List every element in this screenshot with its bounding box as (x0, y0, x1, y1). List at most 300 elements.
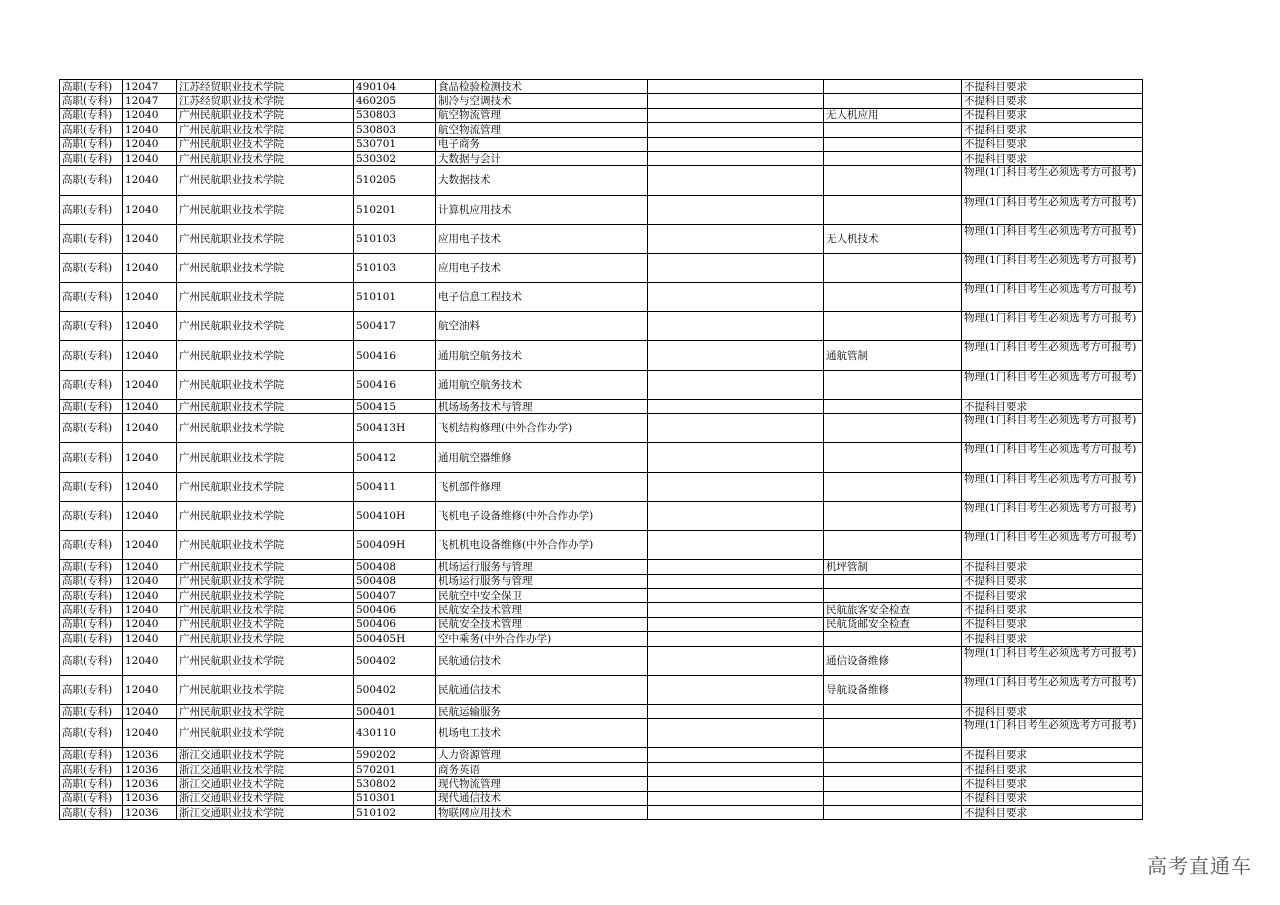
direction-cell (824, 588, 962, 602)
direction-cell (824, 312, 962, 341)
major-name-cell: 应用电子技术 (436, 224, 648, 253)
major-code-cell: 500406 (354, 603, 436, 617)
major-code-cell: 500402 (354, 646, 436, 675)
school-code-cell: 12040 (123, 646, 177, 675)
requirement-cell: 不提科目要求 (962, 806, 1143, 820)
school-code-cell: 12040 (123, 151, 177, 165)
requirement-cell: 物理(1门科目考生必须选考方可报考) (962, 283, 1143, 312)
school-name-cell: 广州民航职业技术学院 (177, 166, 354, 195)
school-code-cell: 12040 (123, 603, 177, 617)
major-code-cell: 510301 (354, 791, 436, 805)
major-code-cell: 510103 (354, 224, 436, 253)
requirement-cell: 不提科目要求 (962, 94, 1143, 108)
school-code-cell: 12040 (123, 443, 177, 472)
major-name-cell: 计算机应用技术 (436, 195, 648, 224)
requirement-cell: 物理(1门科目考生必须选考方可报考) (962, 341, 1143, 370)
level-cell: 高职(专科) (60, 762, 123, 776)
level-cell: 高职(专科) (60, 253, 123, 282)
school-code-cell: 12040 (123, 108, 177, 122)
note-cell (648, 632, 824, 646)
table-row (60, 560, 1143, 574)
requirement-cell: 不提科目要求 (962, 632, 1143, 646)
school-code-cell: 12040 (123, 341, 177, 370)
note-cell (648, 341, 824, 370)
major-name-cell: 民航安全技术管理 (436, 617, 648, 631)
school-code-cell: 12040 (123, 253, 177, 282)
school-name-cell: 广州民航职业技术学院 (177, 530, 354, 559)
subject-requirement-table (59, 79, 1143, 820)
direction-cell (824, 777, 962, 791)
school-code-cell: 12040 (123, 704, 177, 718)
school-name-cell: 浙江交通职业技术学院 (177, 748, 354, 762)
table-row (60, 224, 1143, 253)
major-name-cell: 飞机电子设备维修(中外合作办学) (436, 501, 648, 530)
requirement-cell: 物理(1门科目考生必须选考方可报考) (962, 675, 1143, 704)
major-code-cell: 500412 (354, 443, 436, 472)
major-name-cell: 通用航空航务技术 (436, 341, 648, 370)
requirement-cell: 不提科目要求 (962, 748, 1143, 762)
direction-cell (824, 80, 962, 94)
school-code-cell: 12040 (123, 195, 177, 224)
note-cell (648, 791, 824, 805)
requirement-cell: 不提科目要求 (962, 791, 1143, 805)
requirement-cell: 物理(1门科目考生必须选考方可报考) (962, 166, 1143, 195)
major-name-cell: 空中乘务(中外合作办学) (436, 632, 648, 646)
school-name-cell: 广州民航职业技术学院 (177, 399, 354, 413)
direction-cell (824, 137, 962, 151)
school-code-cell: 12040 (123, 399, 177, 413)
table-row (60, 704, 1143, 718)
requirement-cell: 物理(1门科目考生必须选考方可报考) (962, 312, 1143, 341)
note-cell (648, 675, 824, 704)
major-name-cell: 制冷与空调技术 (436, 94, 648, 108)
table-row (60, 501, 1143, 530)
requirement-cell: 物理(1门科目考生必须选考方可报考) (962, 370, 1143, 399)
school-name-cell: 广州民航职业技术学院 (177, 123, 354, 137)
school-code-cell: 12040 (123, 560, 177, 574)
note-cell (648, 588, 824, 602)
note-cell (648, 777, 824, 791)
major-name-cell: 航空物流管理 (436, 123, 648, 137)
direction-cell: 通航管制 (824, 341, 962, 370)
school-name-cell: 广州民航职业技术学院 (177, 617, 354, 631)
direction-cell (824, 370, 962, 399)
major-name-cell: 物联网应用技术 (436, 806, 648, 820)
major-code-cell: 530803 (354, 123, 436, 137)
requirement-cell: 不提科目要求 (962, 137, 1143, 151)
major-name-cell: 通用航空航务技术 (436, 370, 648, 399)
level-cell: 高职(专科) (60, 341, 123, 370)
major-code-cell: 500405H (354, 632, 436, 646)
major-code-cell: 530701 (354, 137, 436, 151)
requirement-cell: 不提科目要求 (962, 588, 1143, 602)
table-row (60, 108, 1143, 122)
note-cell (648, 704, 824, 718)
table-row (60, 719, 1143, 748)
major-code-cell: 590202 (354, 748, 436, 762)
school-name-cell: 广州民航职业技术学院 (177, 472, 354, 501)
direction-cell (824, 791, 962, 805)
note-cell (648, 166, 824, 195)
major-code-cell: 500407 (354, 588, 436, 602)
level-cell: 高职(专科) (60, 108, 123, 122)
table-row (60, 151, 1143, 165)
major-name-cell: 民航通信技术 (436, 646, 648, 675)
major-code-cell: 500410H (354, 501, 436, 530)
note-cell (648, 283, 824, 312)
school-code-cell: 12040 (123, 530, 177, 559)
major-name-cell: 民航运输服务 (436, 704, 648, 718)
requirement-cell: 不提科目要求 (962, 151, 1143, 165)
school-code-cell: 12040 (123, 632, 177, 646)
table-row (60, 414, 1143, 443)
table-row (60, 443, 1143, 472)
school-name-cell: 广州民航职业技术学院 (177, 501, 354, 530)
school-code-cell: 12036 (123, 791, 177, 805)
table-row (60, 791, 1143, 805)
level-cell: 高职(专科) (60, 80, 123, 94)
school-code-cell: 12040 (123, 414, 177, 443)
major-code-cell: 530803 (354, 108, 436, 122)
major-name-cell: 机场运行服务与管理 (436, 574, 648, 588)
major-code-cell: 500408 (354, 574, 436, 588)
major-code-cell: 490104 (354, 80, 436, 94)
requirement-cell: 不提科目要求 (962, 704, 1143, 718)
note-cell (648, 719, 824, 748)
direction-cell (824, 399, 962, 413)
table-row (60, 574, 1143, 588)
level-cell: 高职(专科) (60, 719, 123, 748)
school-code-cell: 12040 (123, 283, 177, 312)
note-cell (648, 530, 824, 559)
school-name-cell: 广州民航职业技术学院 (177, 588, 354, 602)
table-row (60, 588, 1143, 602)
table-row (60, 399, 1143, 413)
school-code-cell: 12040 (123, 370, 177, 399)
school-name-cell: 广州民航职业技术学院 (177, 414, 354, 443)
direction-cell: 无人机技术 (824, 224, 962, 253)
major-code-cell: 500406 (354, 617, 436, 631)
table-row (60, 806, 1143, 820)
school-name-cell: 广州民航职业技术学院 (177, 443, 354, 472)
school-code-cell: 12036 (123, 762, 177, 776)
watermark-text: 高考直通车 (1147, 854, 1252, 878)
major-code-cell: 500413H (354, 414, 436, 443)
major-code-cell: 460205 (354, 94, 436, 108)
level-cell: 高职(专科) (60, 137, 123, 151)
requirement-cell: 物理(1门科目考生必须选考方可报考) (962, 414, 1143, 443)
school-name-cell: 广州民航职业技术学院 (177, 603, 354, 617)
school-name-cell: 广州民航职业技术学院 (177, 560, 354, 574)
major-name-cell: 应用电子技术 (436, 253, 648, 282)
note-cell (648, 108, 824, 122)
school-name-cell: 广州民航职业技术学院 (177, 675, 354, 704)
major-code-cell: 500416 (354, 341, 436, 370)
level-cell: 高职(专科) (60, 632, 123, 646)
direction-cell (824, 195, 962, 224)
direction-cell: 通信设备维修 (824, 646, 962, 675)
level-cell: 高职(专科) (60, 704, 123, 718)
note-cell (648, 370, 824, 399)
major-code-cell: 570201 (354, 762, 436, 776)
direction-cell (824, 704, 962, 718)
direction-cell (824, 472, 962, 501)
note-cell (648, 253, 824, 282)
direction-cell: 民航旅客安全检查 (824, 603, 962, 617)
level-cell: 高职(专科) (60, 472, 123, 501)
note-cell (648, 501, 824, 530)
note-cell (648, 224, 824, 253)
note-cell (648, 443, 824, 472)
table-row (60, 762, 1143, 776)
major-code-cell: 510103 (354, 253, 436, 282)
table-row (60, 166, 1143, 195)
major-code-cell: 510201 (354, 195, 436, 224)
requirement-cell: 物理(1门科目考生必须选考方可报考) (962, 224, 1143, 253)
requirement-cell: 物理(1门科目考生必须选考方可报考) (962, 719, 1143, 748)
major-name-cell: 电子商务 (436, 137, 648, 151)
table-row (60, 283, 1143, 312)
school-name-cell: 浙江交通职业技术学院 (177, 777, 354, 791)
requirement-cell: 物理(1门科目考生必须选考方可报考) (962, 530, 1143, 559)
school-name-cell: 广州民航职业技术学院 (177, 137, 354, 151)
major-code-cell: 500402 (354, 675, 436, 704)
requirement-cell: 物理(1门科目考生必须选考方可报考) (962, 195, 1143, 224)
school-code-cell: 12036 (123, 777, 177, 791)
level-cell: 高职(专科) (60, 283, 123, 312)
requirement-cell: 物理(1门科目考生必须选考方可报考) (962, 253, 1143, 282)
table-row (60, 253, 1143, 282)
school-name-cell: 广州民航职业技术学院 (177, 632, 354, 646)
requirement-cell: 不提科目要求 (962, 123, 1143, 137)
table-row (60, 777, 1143, 791)
table-row (60, 80, 1143, 94)
major-name-cell: 电子信息工程技术 (436, 283, 648, 312)
direction-cell (824, 530, 962, 559)
major-name-cell: 食品检验检测技术 (436, 80, 648, 94)
school-code-cell: 12040 (123, 617, 177, 631)
direction-cell: 民航货邮安全检查 (824, 617, 962, 631)
school-code-cell: 12040 (123, 123, 177, 137)
direction-cell (824, 123, 962, 137)
major-name-cell: 通用航空器维修 (436, 443, 648, 472)
level-cell: 高职(专科) (60, 560, 123, 574)
level-cell: 高职(专科) (60, 370, 123, 399)
note-cell (648, 414, 824, 443)
table-row (60, 603, 1143, 617)
requirement-cell: 不提科目要求 (962, 617, 1143, 631)
note-cell (648, 574, 824, 588)
major-name-cell: 民航通信技术 (436, 675, 648, 704)
school-name-cell: 广州民航职业技术学院 (177, 224, 354, 253)
major-code-cell: 500417 (354, 312, 436, 341)
level-cell: 高职(专科) (60, 166, 123, 195)
level-cell: 高职(专科) (60, 195, 123, 224)
direction-cell (824, 94, 962, 108)
level-cell: 高职(专科) (60, 806, 123, 820)
school-name-cell: 广州民航职业技术学院 (177, 283, 354, 312)
direction-cell: 无人机应用 (824, 108, 962, 122)
major-name-cell: 人力资源管理 (436, 748, 648, 762)
requirement-cell: 不提科目要求 (962, 108, 1143, 122)
school-name-cell: 广州民航职业技术学院 (177, 341, 354, 370)
table-row (60, 123, 1143, 137)
requirement-cell: 不提科目要求 (962, 762, 1143, 776)
note-cell (648, 312, 824, 341)
major-name-cell: 航空油料 (436, 312, 648, 341)
note-cell (648, 603, 824, 617)
level-cell: 高职(专科) (60, 312, 123, 341)
major-code-cell: 500416 (354, 370, 436, 399)
direction-cell (824, 806, 962, 820)
major-code-cell: 500411 (354, 472, 436, 501)
major-code-cell: 530302 (354, 151, 436, 165)
school-code-cell: 12047 (123, 94, 177, 108)
school-code-cell: 12040 (123, 675, 177, 704)
note-cell (648, 472, 824, 501)
requirement-cell: 物理(1门科目考生必须选考方可报考) (962, 501, 1143, 530)
direction-cell (824, 283, 962, 312)
table-body (60, 80, 1143, 820)
level-cell: 高职(专科) (60, 574, 123, 588)
note-cell (648, 399, 824, 413)
note-cell (648, 123, 824, 137)
school-name-cell: 广州民航职业技术学院 (177, 704, 354, 718)
direction-cell (824, 443, 962, 472)
major-name-cell: 民航安全技术管理 (436, 603, 648, 617)
note-cell (648, 617, 824, 631)
table-row (60, 617, 1143, 631)
note-cell (648, 80, 824, 94)
school-name-cell: 浙江交通职业技术学院 (177, 791, 354, 805)
note-cell (648, 151, 824, 165)
major-name-cell: 飞机部件修理 (436, 472, 648, 501)
major-name-cell: 航空物流管理 (436, 108, 648, 122)
school-name-cell: 广州民航职业技术学院 (177, 574, 354, 588)
direction-cell (824, 166, 962, 195)
requirement-cell: 物理(1门科目考生必须选考方可报考) (962, 472, 1143, 501)
school-code-cell: 12036 (123, 806, 177, 820)
table-row (60, 312, 1143, 341)
level-cell: 高职(专科) (60, 94, 123, 108)
requirement-cell: 不提科目要求 (962, 777, 1143, 791)
school-name-cell: 广州民航职业技术学院 (177, 253, 354, 282)
school-code-cell: 12040 (123, 501, 177, 530)
major-code-cell: 430110 (354, 719, 436, 748)
school-code-cell: 12040 (123, 312, 177, 341)
major-name-cell: 机场场务技术与管理 (436, 399, 648, 413)
major-code-cell: 500408 (354, 560, 436, 574)
requirement-cell: 不提科目要求 (962, 399, 1143, 413)
school-name-cell: 广州民航职业技术学院 (177, 108, 354, 122)
table-row (60, 137, 1143, 151)
level-cell: 高职(专科) (60, 151, 123, 165)
level-cell: 高职(专科) (60, 501, 123, 530)
table-row (60, 472, 1143, 501)
level-cell: 高职(专科) (60, 603, 123, 617)
school-code-cell: 12047 (123, 80, 177, 94)
requirement-cell: 物理(1门科目考生必须选考方可报考) (962, 646, 1143, 675)
direction-cell (824, 719, 962, 748)
school-name-cell: 江苏经贸职业技术学院 (177, 80, 354, 94)
level-cell: 高职(专科) (60, 123, 123, 137)
table-row (60, 646, 1143, 675)
school-name-cell: 广州民航职业技术学院 (177, 719, 354, 748)
major-name-cell: 机场电工技术 (436, 719, 648, 748)
direction-cell (824, 748, 962, 762)
major-name-cell: 机场运行服务与管理 (436, 560, 648, 574)
major-code-cell: 500401 (354, 704, 436, 718)
note-cell (648, 646, 824, 675)
level-cell: 高职(专科) (60, 530, 123, 559)
direction-cell (824, 632, 962, 646)
level-cell: 高职(专科) (60, 646, 123, 675)
school-name-cell: 江苏经贸职业技术学院 (177, 94, 354, 108)
table-row (60, 748, 1143, 762)
note-cell (648, 806, 824, 820)
major-name-cell: 大数据技术 (436, 166, 648, 195)
table-row (60, 195, 1143, 224)
school-code-cell: 12040 (123, 472, 177, 501)
level-cell: 高职(专科) (60, 748, 123, 762)
note-cell (648, 195, 824, 224)
school-code-cell: 12040 (123, 224, 177, 253)
major-name-cell: 飞机机电设备维修(中外合作办学) (436, 530, 648, 559)
school-code-cell: 12036 (123, 748, 177, 762)
school-name-cell: 广州民航职业技术学院 (177, 151, 354, 165)
requirement-cell: 不提科目要求 (962, 80, 1143, 94)
school-name-cell: 广州民航职业技术学院 (177, 195, 354, 224)
table-row (60, 675, 1143, 704)
school-name-cell: 浙江交通职业技术学院 (177, 762, 354, 776)
major-code-cell: 510102 (354, 806, 436, 820)
major-name-cell: 商务英语 (436, 762, 648, 776)
major-code-cell: 500415 (354, 399, 436, 413)
major-name-cell: 现代物流管理 (436, 777, 648, 791)
direction-cell (824, 574, 962, 588)
direction-cell (824, 414, 962, 443)
school-code-cell: 12040 (123, 719, 177, 748)
level-cell: 高职(专科) (60, 443, 123, 472)
school-code-cell: 12040 (123, 588, 177, 602)
school-code-cell: 12040 (123, 574, 177, 588)
major-code-cell: 500409H (354, 530, 436, 559)
table-row (60, 94, 1143, 108)
school-name-cell: 广州民航职业技术学院 (177, 312, 354, 341)
level-cell: 高职(专科) (60, 777, 123, 791)
requirement-cell: 不提科目要求 (962, 560, 1143, 574)
table-row (60, 341, 1143, 370)
level-cell: 高职(专科) (60, 588, 123, 602)
note-cell (648, 748, 824, 762)
level-cell: 高职(专科) (60, 617, 123, 631)
direction-cell: 机坪管制 (824, 560, 962, 574)
level-cell: 高职(专科) (60, 414, 123, 443)
level-cell: 高职(专科) (60, 791, 123, 805)
major-name-cell: 现代通信技术 (436, 791, 648, 805)
school-name-cell: 浙江交通职业技术学院 (177, 806, 354, 820)
table-row (60, 632, 1143, 646)
major-name-cell: 飞机结构修理(中外合作办学) (436, 414, 648, 443)
note-cell (648, 762, 824, 776)
direction-cell (824, 501, 962, 530)
major-code-cell: 510101 (354, 283, 436, 312)
level-cell: 高职(专科) (60, 399, 123, 413)
note-cell (648, 560, 824, 574)
requirement-cell: 不提科目要求 (962, 574, 1143, 588)
table-row (60, 530, 1143, 559)
direction-cell (824, 151, 962, 165)
